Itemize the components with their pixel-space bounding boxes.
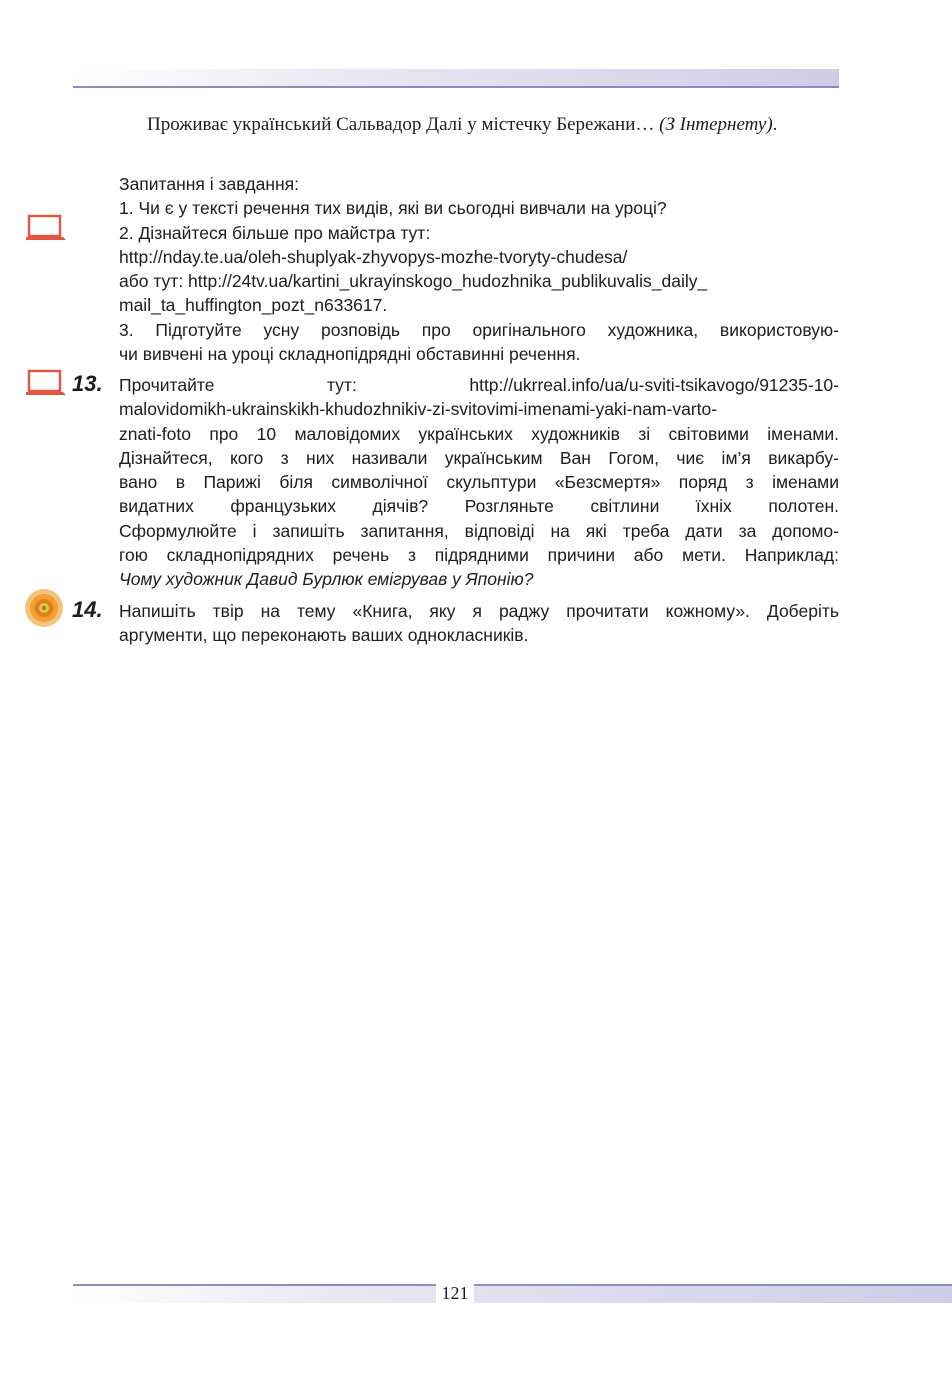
- questions-heading: Запитання і завдання:: [119, 174, 299, 194]
- questions-block: [119, 172, 839, 366]
- task-13-line: вано в Парижі біля символічної скульптури «Безсмертя» поряд з іменами: [119, 472, 839, 493]
- question-2-link-1[interactable]: http://nday.te.ua/oleh-shuplyak-zhyvopys-mozhe-tvoryty-chudesa/: [119, 246, 628, 267]
- task-13-line: видатних французьких діячів? Розгляньте світлини їхніх полотен.: [119, 496, 839, 517]
- task-13-line: Прочитайте тут: http://ukrreal.info/ua/u-sviti-tsikavogo/91235-10-: [119, 375, 839, 395]
- medal-icon: [23, 588, 65, 628]
- intro-end: .: [772, 114, 778, 135]
- footer-band: [73, 1284, 952, 1303]
- laptop-icon: [25, 214, 67, 242]
- task-14-text: [119, 599, 839, 648]
- laptop-icon: [25, 369, 67, 397]
- question-2-link-2-cont[interactable]: mail_ta_huffington_pozt_n633617.: [119, 295, 388, 316]
- task-14-line-1: Напишіть твір на тему «Книга, яку я раджу прочитати кожному». Доберіть: [119, 601, 839, 621]
- task-13-text: [119, 373, 839, 592]
- question-3-line-2: чи вивчені на уроці складнопідрядні обставинні речення.: [119, 344, 581, 365]
- page-number: 121: [436, 1281, 474, 1305]
- task-13-line: гою складнопідрядних речень з підрядними причини або мети. Наприклад:: [119, 545, 839, 566]
- task-13-line: znati-foto про 10 маловідомих українських художників зі світовими іменами.: [119, 423, 839, 444]
- intro-text: Проживає український Сальвадор Далі у містечку Бережани…: [147, 114, 655, 135]
- task-13-line: malovidomikh-ukrainskikh-khudozhnikiv-zi-svitovimi-imenami-yaki-nam-varto-: [119, 399, 718, 420]
- header-band: [73, 69, 839, 88]
- intro-source: (З Інтернету): [659, 114, 773, 135]
- question-3-line-1: 3. Підготуйте усну розповідь про оригінального художника, використовую-: [119, 319, 839, 340]
- task-13-line: Дізнайтеся, кого з них називали українським Ван Гогом, чиє ім’я викарбу-: [119, 447, 839, 468]
- task-13-line: Сформулюйте і запишіть запитання, відповіді на які треба дати за допомо-: [119, 520, 839, 541]
- task-14-number: 14.: [72, 597, 103, 622]
- question-2-link-2[interactable]: або тут: http://24tv.ua/kartini_ukrayinskogo_hudozhnika_publikuvalis_daily_: [119, 271, 708, 292]
- question-2-line-1: 2. Дізнайтеся більше про майстра тут:: [119, 222, 431, 243]
- task-13-example: Чому художник Давид Бурлюк емігрував у Японію?: [119, 569, 534, 590]
- intro-paragraph: [119, 112, 841, 138]
- task-13-number: 13.: [72, 371, 103, 396]
- task-14-line-2: аргументи, що переконають ваших однокласників.: [119, 625, 529, 646]
- question-1: 1. Чи є у тексті речення тих видів, які ви сьогодні вивчали на уроці?: [119, 198, 667, 219]
